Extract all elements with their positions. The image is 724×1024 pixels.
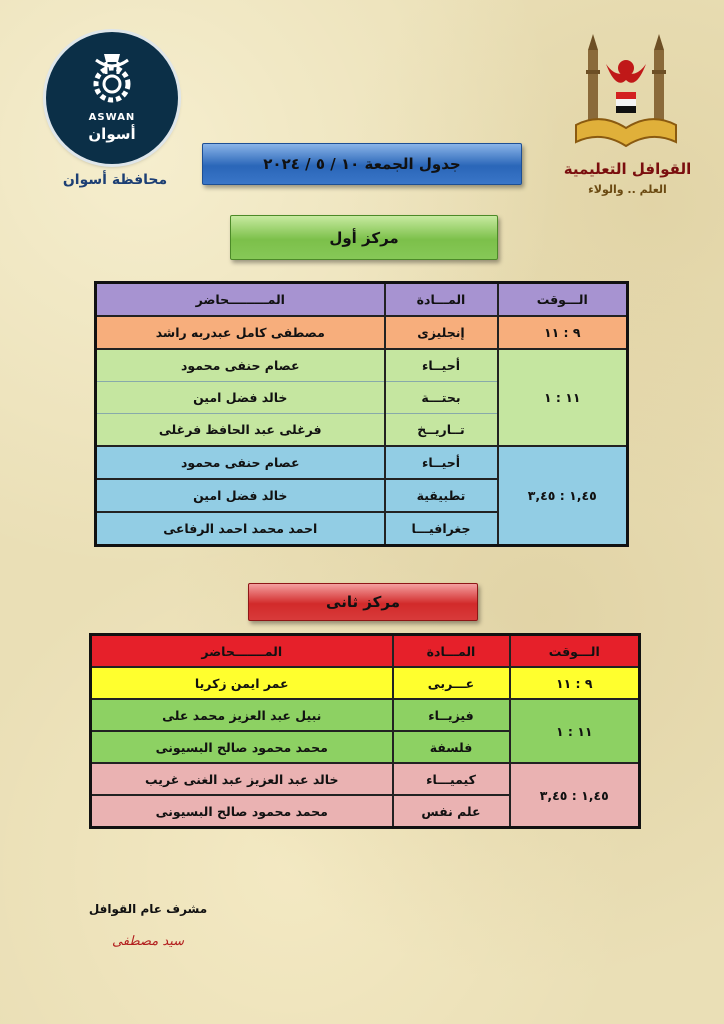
- time-cell: ٩ : ١١: [510, 667, 640, 699]
- subject-cell: كيميـــاء: [393, 763, 510, 795]
- time-cell: ١١ : ١: [498, 349, 628, 446]
- table-row: [91, 699, 640, 731]
- table-row: [91, 763, 640, 795]
- lecturer-cell: عمر ايمن زكريا: [91, 667, 393, 699]
- lecturer-cell: احمد محمد احمد الرفاعى: [96, 512, 385, 546]
- subject-cell: بحتـــة: [385, 382, 498, 414]
- subject-cell: تــاريــخ: [385, 414, 498, 447]
- table-header-row: [96, 283, 628, 317]
- subject-cell: تطبيقية: [385, 479, 498, 512]
- aswan-logo: [46, 32, 178, 164]
- table-row: [96, 446, 628, 479]
- lecturer-header: المـــــــــحاضر: [96, 283, 385, 317]
- lecturer-cell: فرغلى عبد الحافظ فرغلى: [96, 414, 385, 447]
- lecturer-cell: خالد فضل امين: [96, 382, 385, 414]
- table-row: [91, 667, 640, 699]
- time-cell: ١,٤٥ : ٣,٤٥: [510, 763, 640, 828]
- subject-header: المـــادة: [385, 283, 498, 317]
- kawafel-slogan: العلم .. والولاء: [588, 183, 667, 196]
- subject-cell: فلسفة: [393, 731, 510, 763]
- time-cell: ٩ : ١١: [498, 316, 628, 349]
- time-header: الـــوقت: [498, 283, 628, 317]
- time-header: الـــوقت: [510, 635, 640, 668]
- aswan-logo-ar-text: أسوان: [88, 125, 136, 143]
- time-cell: ١١ : ١: [510, 699, 640, 763]
- subject-cell: إنجليزى: [385, 316, 498, 349]
- lecturer-cell: عصام حنفى محمود: [96, 446, 385, 479]
- lecturer-cell: محمد محمود صالح البسيونى: [91, 795, 393, 828]
- subject-cell: علم نفس: [393, 795, 510, 828]
- table-header-row: [91, 635, 640, 668]
- lecturer-cell: خالد عبد العزيز عبد الغنى غريب: [91, 763, 393, 795]
- subject-cell: جغرافيـــا: [385, 512, 498, 546]
- subject-cell: أحيــاء: [385, 446, 498, 479]
- kawafel-name: القوافل التعليمية: [563, 160, 692, 178]
- subject-cell: فيزيــاء: [393, 699, 510, 731]
- lecturer-cell: مصطفى كامل عبدربه راشد: [96, 316, 385, 349]
- aswan-logo-en-text: ASWAN: [88, 112, 136, 123]
- gear-emblem-icon: [82, 50, 142, 110]
- kawafel-logo-icon: [566, 30, 686, 160]
- schedule-title: جدول الجمعة ١٠ / ٥ / ٢٠٢٤: [202, 143, 522, 185]
- time-cell: ١,٤٥ : ٣,٤٥: [498, 446, 628, 546]
- center2-table: [89, 633, 641, 829]
- subject-header: المـــادة: [393, 635, 510, 668]
- center2-title: مركز ثانى: [248, 583, 478, 621]
- lecturer-cell: خالد فضل امين: [96, 479, 385, 512]
- subject-cell: أحيــاء: [385, 349, 498, 382]
- table-row: [96, 349, 628, 382]
- lecturer-cell: محمد محمود صالح البسيونى: [91, 731, 393, 763]
- center1-title: مركز أول: [230, 215, 498, 260]
- lecturer-cell: عصام حنفى محمود: [96, 349, 385, 382]
- center1-table: [94, 281, 629, 547]
- supervisor-signature: سيد مصطفى: [111, 934, 185, 949]
- lecturer-header: المـــــــحاضر: [91, 635, 393, 668]
- governorate-label: محافظة أسوان: [62, 172, 168, 188]
- subject-cell: عـــربى: [393, 667, 510, 699]
- lecturer-cell: نبيل عبد العزيز محمد على: [91, 699, 393, 731]
- table-row: [96, 316, 628, 349]
- supervisor-title: مشرف عام القوافل: [88, 902, 208, 916]
